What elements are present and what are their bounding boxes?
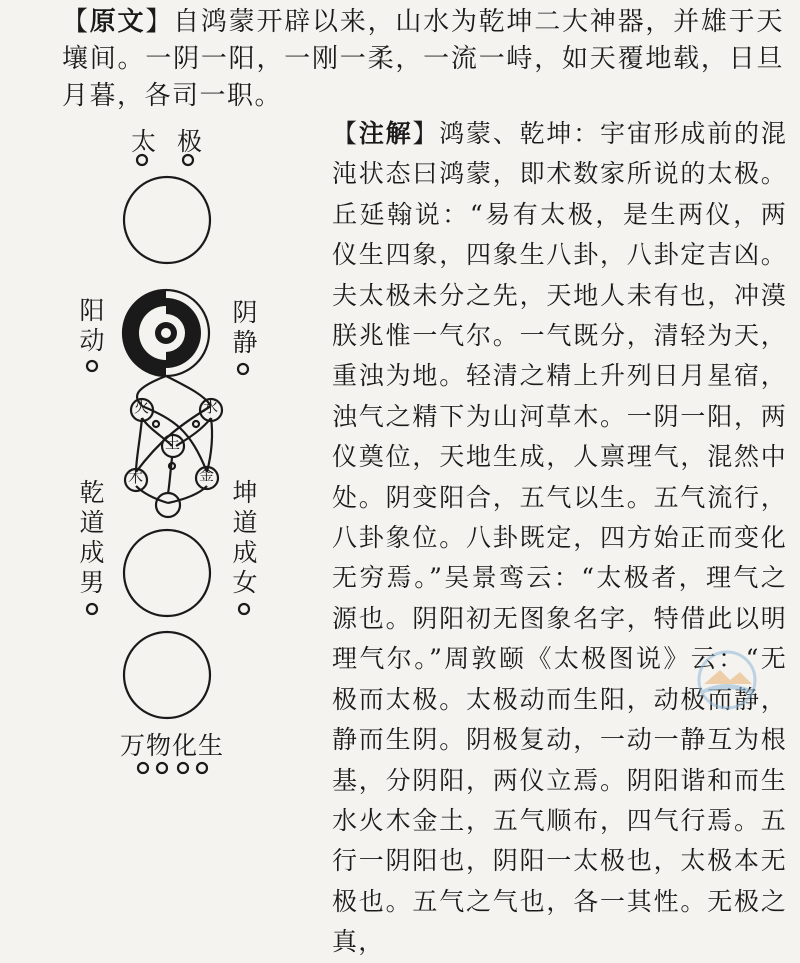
connection-node (193, 421, 199, 427)
kun-dao-label: 坤道成女 (232, 478, 258, 597)
small-circle (183, 155, 193, 165)
annotation-text: 鸿蒙、乾坤：宇宙形成前的混沌状态曰鸿蒙，即术数家所说的太极。丘延翰说：“易有太极，是生两仪，两仪生四象，四象生八卦，八卦定吉凶。夫太极未分之先，天地人未有也，冲漠朕兆惟一气尔。一气既分，清轻为天，重浊为地。轻清之精上升列日月星宿，浊气之精下为山河草木。一阴一阳，两仪奠位，天地生成，人禀理气，混然中处。阴变阳合，五气以生。五气流行，八卦象位。八卦既定，四方始正而变化无穷焉。”吴景鸾云：“太极者，理气之源也。阴阳初无图象名字，特借此以明理气尔。”周敦颐《太极图说》云：“无极而太极。太极动而生阳，动极而静，静而生阴。阴极复动，一动一静互为根基，分阴阳，两仪立焉。阴阳谐和而生水火木金土，五气顺布，四气行焉。五行一阴阳也，阴阳一太极也，太极本无极也。五气之气也，各一其性。无极之真， (332, 119, 788, 957)
small-circle (137, 155, 147, 165)
small-circle (87, 361, 97, 371)
small-circle (238, 364, 248, 374)
yang-dong-label: 阳动 (79, 296, 105, 355)
fire-label: 火 (134, 398, 150, 416)
diagram-label-tai: 太 (131, 127, 157, 156)
annotation-paragraph (332, 114, 787, 963)
small-circle (87, 604, 97, 614)
original-tag: 【原文】 (62, 7, 174, 37)
diagram-label-ji: 极 (177, 127, 203, 156)
water-label: 水 (203, 398, 219, 416)
original-text: 自鸿蒙开辟以来，山水为乾坤二大神器，并雄于天壤间。一阴一阳，一刚一柔，一流一峙，如天覆地载，日旦月暮，各司一职。 (62, 7, 784, 111)
annotation-tag: 【注解】 (332, 119, 440, 148)
small-circle (138, 763, 148, 773)
small-circle (239, 604, 249, 614)
small-circle (156, 493, 180, 517)
earth-label: 土 (165, 434, 181, 452)
metal-label: 金 (199, 466, 215, 484)
small-circle (197, 763, 207, 773)
wood-label: 木 (128, 468, 144, 486)
connection-node (153, 421, 159, 427)
yin-jing-label: 阴静 (232, 298, 258, 357)
qiankun-circle (124, 530, 210, 616)
store-logo-watermark (682, 648, 772, 718)
small-circle (178, 763, 188, 773)
wuji-circle (124, 177, 210, 263)
small-circle (157, 763, 167, 773)
wanwu-label: 万物化生 (120, 731, 225, 760)
qian-dao-label: 乾道成男 (79, 478, 105, 597)
wanwu-circle (124, 632, 210, 718)
